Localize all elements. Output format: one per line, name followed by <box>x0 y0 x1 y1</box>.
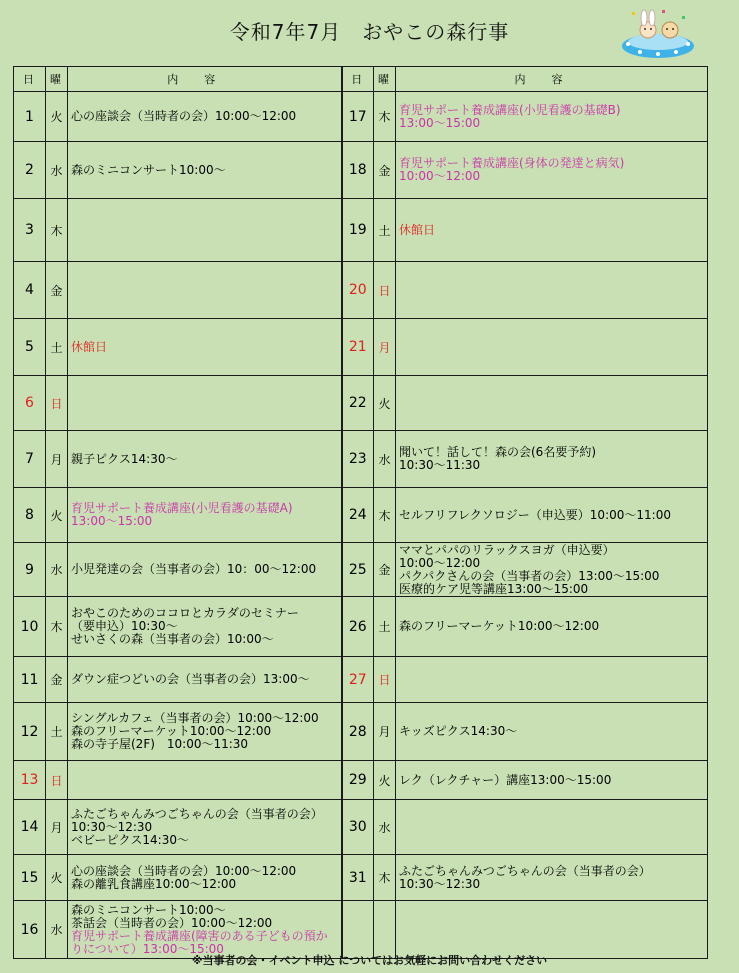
event-cell <box>68 901 342 959</box>
weekday: 木 <box>46 597 68 657</box>
event-line: 医療的ケア児等講座13:00〜15:00 <box>399 581 589 596</box>
event-cell <box>396 431 708 488</box>
weekday: 金 <box>374 142 396 199</box>
event-cell <box>396 597 708 657</box>
event-line: 10:30〜11:30 <box>399 458 481 472</box>
table-row <box>14 597 708 657</box>
event-cell <box>396 901 708 959</box>
table-row <box>14 142 708 199</box>
table-row <box>14 761 708 800</box>
event-cell <box>68 761 342 800</box>
event-line: 10:30〜12:30 <box>71 819 153 834</box>
event-line: 森のミニコンサート10:00〜 <box>71 902 226 917</box>
event-line: （要申込）10:30〜 <box>71 619 178 633</box>
day-number: 22 <box>342 376 374 431</box>
event-cell <box>68 657 342 703</box>
event-cell <box>68 319 342 376</box>
header-day: 日 <box>14 67 46 92</box>
table-row <box>14 319 708 376</box>
weekday: 日 <box>46 376 68 431</box>
table-row <box>14 199 708 262</box>
event-line: シングルカフェ（当事者の会）10:00〜12:00 <box>71 711 319 725</box>
day-number: 10 <box>14 597 46 657</box>
event-line: 森のフリーマーケット10:00〜12:00 <box>71 724 272 738</box>
day-number: 4 <box>14 262 46 319</box>
day-number: 29 <box>342 761 374 800</box>
table-row <box>14 376 708 431</box>
table-row <box>14 262 708 319</box>
day-number <box>342 901 374 959</box>
event-cell <box>396 703 708 761</box>
weekday: 水 <box>374 431 396 488</box>
weekday: 木 <box>374 92 396 142</box>
weekday: 月 <box>374 703 396 761</box>
event-line: 休館日 <box>71 339 108 354</box>
event-cell <box>396 199 708 262</box>
event-line: ママとパパのリラックスヨガ（申込要） <box>399 542 615 557</box>
weekday: 火 <box>46 92 68 142</box>
event-cell <box>68 262 342 319</box>
event-line: 聞いて！話して！森の会(6名要予約) <box>399 445 596 459</box>
table-row <box>14 488 708 543</box>
day-number: 30 <box>342 800 374 855</box>
event-cell <box>396 855 708 901</box>
day-number: 26 <box>342 597 374 657</box>
weekday: 火 <box>374 761 396 800</box>
day-number: 28 <box>342 703 374 761</box>
header-weekday: 曜 <box>46 67 68 92</box>
event-line: 13:00〜15:00 <box>71 514 153 528</box>
event-line: ベビーピクス14:30〜 <box>71 832 189 847</box>
kids-pool-illustration-icon <box>618 6 698 62</box>
event-cell <box>396 800 708 855</box>
weekday: 日 <box>374 262 396 319</box>
table-row <box>14 800 708 855</box>
header-content: 内容 <box>68 67 342 92</box>
weekday: 月 <box>374 319 396 376</box>
event-line: セルフリフレクソロジー（申込要）10:00〜11:00 <box>399 507 671 522</box>
weekday: 日 <box>46 761 68 800</box>
event-line: 森のミニコンサート10:00〜 <box>71 162 226 177</box>
day-number: 18 <box>342 142 374 199</box>
event-cell <box>396 543 708 597</box>
event-line: 小児発達の会（当事者の会）10：00〜12:00 <box>71 562 317 576</box>
weekday: 土 <box>374 199 396 262</box>
weekday: 水 <box>46 142 68 199</box>
event-cell <box>68 488 342 543</box>
weekday: 土 <box>374 597 396 657</box>
day-number: 17 <box>342 92 374 142</box>
header-weekday: 曜 <box>374 67 396 92</box>
event-cell <box>68 92 342 142</box>
day-number: 27 <box>342 657 374 703</box>
weekday: 金 <box>374 543 396 597</box>
event-line: ふたごちゃんみつごちゃんの会（当事者の会） <box>71 806 323 821</box>
day-number: 5 <box>14 319 46 376</box>
event-cell <box>396 262 708 319</box>
day-number: 1 <box>14 92 46 142</box>
day-number: 20 <box>342 262 374 319</box>
table-row <box>14 657 708 703</box>
weekday: 日 <box>374 657 396 703</box>
table-row <box>14 901 708 959</box>
day-number: 9 <box>14 543 46 597</box>
event-line: 育児サポート養成講座(身体の発達と病気) <box>399 156 625 170</box>
event-line: 10:30〜12:30 <box>399 876 481 891</box>
event-cell <box>68 376 342 431</box>
weekday: 水 <box>46 901 68 959</box>
day-number: 2 <box>14 142 46 199</box>
event-line: 育児サポート養成講座(小児看護の基礎B) <box>399 102 621 117</box>
day-number: 11 <box>14 657 46 703</box>
event-line: 心の座談会（当時者の会）10:00〜12:00 <box>71 863 297 878</box>
day-number: 15 <box>14 855 46 901</box>
day-number: 31 <box>342 855 374 901</box>
day-number: 13 <box>14 761 46 800</box>
event-line: 親子ピクス14:30〜 <box>71 451 178 466</box>
event-cell <box>68 597 342 657</box>
event-cell <box>68 199 342 262</box>
event-line: 森の寺子屋(2F) 10:00〜11:30 <box>71 737 249 751</box>
event-cell <box>68 142 342 199</box>
day-number: 12 <box>14 703 46 761</box>
event-cell <box>68 703 342 761</box>
event-line: 森の離乳食講座10:00〜12:00 <box>71 876 237 891</box>
event-cell <box>68 431 342 488</box>
event-cell <box>396 319 708 376</box>
day-number: 8 <box>14 488 46 543</box>
event-cell <box>396 657 708 703</box>
event-cell <box>396 142 708 199</box>
event-cell <box>396 376 708 431</box>
event-line: レク（レクチャー）講座13:00〜15:00 <box>399 772 612 787</box>
event-cell <box>68 800 342 855</box>
event-line: ダウン症つどいの会（当事者の会）13:00〜 <box>71 672 310 686</box>
table-row <box>14 703 708 761</box>
event-line: 心の座談会（当時者の会）10:00〜12:00 <box>71 109 297 123</box>
event-cell <box>396 92 708 142</box>
table-row <box>14 431 708 488</box>
table-row <box>14 543 708 597</box>
event-line: ふたごちゃんみつごちゃんの会（当事者の会） <box>399 863 651 878</box>
event-line: 13:00〜15:00 <box>399 115 481 130</box>
day-number: 21 <box>342 319 374 376</box>
event-line: 茶話会（当時者の会）10:00〜12:00 <box>71 915 273 930</box>
event-cell <box>68 855 342 901</box>
event-line: 育児サポート養成講座(小児看護の基礎A) <box>71 501 293 515</box>
table-header-row <box>14 67 708 92</box>
event-line: おやこのためのココロとカラダのセミナー <box>71 606 299 620</box>
weekday: 土 <box>46 703 68 761</box>
day-number: 7 <box>14 431 46 488</box>
event-line: りについて）13:00〜15:00 <box>71 941 224 956</box>
weekday: 木 <box>46 199 68 262</box>
day-number: 25 <box>342 543 374 597</box>
event-cell <box>396 761 708 800</box>
event-line: パクパクさんの会（当事者の会）13:00〜15:00 <box>399 568 660 583</box>
event-line: キッズピクス14:30〜 <box>399 724 518 738</box>
event-cell <box>396 488 708 543</box>
weekday: 火 <box>374 376 396 431</box>
day-number: 19 <box>342 199 374 262</box>
table-row <box>14 92 708 142</box>
day-number: 14 <box>14 800 46 855</box>
event-line: 10:00〜12:00 <box>399 169 481 183</box>
day-number: 3 <box>14 199 46 262</box>
event-line: 10:00〜12:00 <box>399 555 481 570</box>
header-content: 内容 <box>396 67 708 92</box>
event-line: せいさくの森（当事者の会）10:00〜 <box>71 632 274 646</box>
header-day: 日 <box>342 67 374 92</box>
weekday: 水 <box>46 543 68 597</box>
weekday: 金 <box>46 657 68 703</box>
footer-note: ※当事者の会・イベント申込 についてはお気軽にお問い合わせください <box>191 954 548 967</box>
weekday: 土 <box>46 319 68 376</box>
day-number: 16 <box>14 901 46 959</box>
day-number: 24 <box>342 488 374 543</box>
weekday: 金 <box>46 262 68 319</box>
weekday: 火 <box>46 855 68 901</box>
day-number: 6 <box>14 376 46 431</box>
event-line: 森のフリーマーケット10:00〜12:00 <box>399 619 600 633</box>
day-number: 23 <box>342 431 374 488</box>
event-line: 育児サポート養成講座(障害のある子どもの預か <box>71 928 328 943</box>
weekday: 火 <box>46 488 68 543</box>
event-cell <box>68 543 342 597</box>
event-line: 休館日 <box>399 222 436 237</box>
weekday: 月 <box>46 431 68 488</box>
weekday: 月 <box>46 800 68 855</box>
event-calendar-table <box>13 66 708 959</box>
table-row <box>14 855 708 901</box>
page-title: 令和7年7月 おやこの森行事 <box>229 20 510 44</box>
weekday: 水 <box>374 800 396 855</box>
weekday <box>374 901 396 959</box>
weekday: 木 <box>374 855 396 901</box>
weekday: 木 <box>374 488 396 543</box>
